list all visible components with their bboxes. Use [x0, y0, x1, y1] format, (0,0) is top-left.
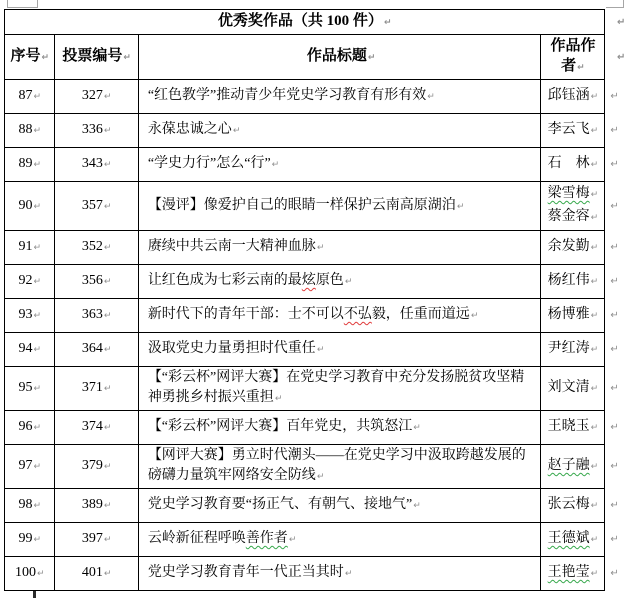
cell-end-marker: ↵: [41, 53, 49, 63]
row-end-marker: ↵: [610, 91, 619, 102]
proofing-marked-text: 王德斌: [547, 531, 590, 546]
cell-text: 汲取党史力量勇担时代重任: [147, 341, 316, 356]
table-row: [5, 299, 635, 333]
cell-end-marker: ↵: [590, 92, 599, 102]
table-row: [5, 148, 635, 182]
cell-end-marker: ↵: [103, 535, 112, 545]
ballot-number-cell[interactable]: [55, 333, 138, 367]
table-row: [5, 114, 635, 148]
serial-cell[interactable]: [5, 265, 55, 299]
cell-text: 【“彩云杯”网评大赛】百年党史，共筑怒江: [147, 419, 413, 434]
cell-text: 88: [18, 122, 33, 137]
cell-text: 99: [18, 531, 33, 546]
cell-end-marker: ↵: [33, 384, 41, 394]
table-row: [5, 182, 635, 231]
title-cell[interactable]: [138, 182, 541, 231]
ballot-number-cell[interactable]: [55, 445, 138, 489]
author-line: [543, 416, 602, 439]
cell-end-marker: ↵: [232, 126, 241, 136]
cell-text: 97: [18, 458, 33, 473]
table-title[interactable]: 优秀奖作品（共 100 件）↵: [5, 10, 605, 35]
cell-text: 王晓玉: [547, 419, 590, 434]
cell-text: 389: [81, 497, 103, 512]
cell-end-marker: ↵: [33, 311, 41, 321]
cell-text: 357: [81, 197, 103, 213]
title-cell[interactable]: [138, 411, 541, 445]
cell-end-marker: ↵: [103, 160, 112, 170]
title-cell[interactable]: [138, 231, 541, 265]
cell-text: 364: [81, 341, 103, 356]
cell-end-marker: ↵: [33, 201, 41, 212]
table-body: [5, 10, 635, 591]
serial-cell[interactable]: [5, 333, 55, 367]
cell-end-marker: ↵: [470, 311, 479, 321]
author-cell[interactable]: [541, 114, 605, 148]
table-title-row: [5, 10, 635, 35]
author-cell[interactable]: [541, 231, 605, 265]
ballot-number-cell[interactable]: [55, 489, 138, 523]
row-end-marker: ↵: [610, 534, 619, 545]
cell-text: 363: [81, 307, 103, 322]
title-cell[interactable]: [138, 445, 541, 489]
author-cell[interactable]: [541, 489, 605, 523]
cell-text: 【网评大赛】勇立时代潮头——在党史学习中汲取跨越发展的磅礴力量筑牢网络安全防线: [147, 448, 526, 483]
row-end-marker: ↵: [610, 383, 619, 394]
cell-text: 100: [14, 565, 36, 580]
cell-end-marker: ↵: [103, 243, 112, 253]
cell-text: 石 林: [547, 156, 590, 171]
cell-end-marker: ↵: [590, 311, 599, 321]
title-cell[interactable]: [138, 333, 541, 367]
col-header-author[interactable]: 作品作者↵: [541, 35, 605, 80]
title-cell[interactable]: [138, 299, 541, 333]
row-end-marker: ↵: [610, 500, 619, 511]
row-end-marker: ↵: [610, 125, 619, 136]
cell-end-marker: ↵: [590, 277, 599, 287]
cell-end-marker: ↵: [590, 569, 599, 579]
cell-end-marker: ↵: [590, 126, 599, 136]
ballot-number-cell[interactable]: [55, 367, 138, 411]
cell-end-marker: ↵: [590, 535, 599, 545]
proofing-marked-text: 王艳莹: [547, 565, 590, 580]
serial-cell[interactable]: [5, 231, 55, 265]
cell-end-marker: ↵: [33, 277, 41, 287]
ballot-number-cell[interactable]: [55, 182, 138, 231]
table-row: [5, 80, 635, 114]
serial-cell[interactable]: [5, 489, 55, 523]
cell-text: 余发勤: [547, 239, 590, 254]
title-cell[interactable]: [138, 114, 541, 148]
table-row: [5, 265, 635, 299]
ballot-number-cell[interactable]: [55, 80, 138, 114]
cell-end-marker: ↵: [316, 345, 325, 355]
cell-text: 96: [18, 419, 33, 434]
cell-text: 【漫评】像爱护自己的眼睛一样保护云南高原湖泊: [147, 197, 456, 213]
serial-cell[interactable]: [5, 182, 55, 231]
title-cell[interactable]: [138, 523, 541, 557]
author-line: [543, 236, 602, 259]
cell-text: 【“彩云杯”网评大赛】在党史学习教育中充分发扬脱贫攻坚精神勇挑乡村振兴重担: [147, 370, 525, 405]
cell-end-marker: ↵: [590, 462, 599, 472]
row-end-marker: ↵: [610, 461, 619, 472]
cell-text: 95: [18, 380, 33, 395]
cell-text: 新时代下的青年干部：士不可以: [147, 307, 344, 322]
cell-end-marker: ↵: [427, 92, 435, 102]
cell-end-marker: ↵: [590, 345, 599, 355]
cell-end-marker: ↵: [316, 472, 325, 482]
cell-text: 李云飞: [547, 122, 590, 137]
cell-end-marker: ↵: [413, 501, 421, 511]
cell-end-marker: ↵: [103, 311, 112, 321]
col-header-title[interactable]: 作品标题↵: [138, 35, 541, 80]
cell-text: “学史力行”怎么“行”: [147, 156, 271, 171]
cell-end-marker: ↵: [103, 201, 112, 212]
author-cell[interactable]: [541, 557, 605, 591]
cell-text: 336: [81, 122, 103, 137]
title-cell[interactable]: [138, 80, 541, 114]
row-end-marker: ↵: [610, 310, 619, 321]
awards-table: [4, 9, 635, 591]
author-cell[interactable]: [541, 182, 605, 231]
cell-text: 397: [81, 531, 103, 546]
cell-text: 401: [81, 565, 103, 580]
cell-end-marker: ↵: [103, 126, 112, 136]
author-cell[interactable]: [541, 367, 605, 411]
cell-end-marker: ↵: [103, 462, 112, 472]
author-cell[interactable]: [541, 411, 605, 445]
previous-row-fragment-left: [7, 0, 38, 8]
ballot-number-cell[interactable]: [55, 231, 138, 265]
cell-text: 永葆忠诚之心: [147, 122, 232, 137]
cell-text: 91: [18, 239, 33, 254]
table-row: [5, 489, 635, 523]
cell-text: 云岭新征程呼唤: [147, 531, 246, 546]
ballot-number-cell[interactable]: [55, 148, 138, 182]
cell-end-marker: ↵: [103, 345, 112, 355]
serial-cell[interactable]: [5, 523, 55, 557]
cell-text: 毅，任重而道远: [371, 307, 470, 322]
cell-end-marker: ↵: [103, 501, 112, 511]
proofing-marked-text: 炫: [301, 273, 316, 288]
ballot-number-cell[interactable]: [55, 411, 138, 445]
serial-cell[interactable]: [5, 148, 55, 182]
cell-end-marker: ↵: [316, 243, 325, 253]
cell-end-marker: ↵: [590, 160, 599, 170]
title-cell[interactable]: [138, 265, 541, 299]
cell-end-marker: ↵: [33, 535, 41, 545]
col-header-serial[interactable]: 序号↵: [5, 35, 55, 80]
author-line: [543, 455, 602, 478]
cell-end-marker: ↵: [383, 18, 392, 28]
proofing-marked-text: 赵子融: [547, 458, 590, 473]
cell-end-marker: ↵: [33, 462, 41, 472]
cell-end-marker: ↵: [274, 394, 283, 404]
cell-end-marker: ↵: [33, 345, 41, 355]
cell-end-marker: ↵: [344, 569, 353, 579]
cell-end-marker: ↵: [103, 569, 112, 579]
cell-end-marker: ↵: [103, 384, 112, 394]
cell-end-marker: ↵: [590, 501, 599, 511]
next-element-fragment: [33, 591, 36, 598]
author-cell[interactable]: [541, 80, 605, 114]
row-end-marker: ↵: [610, 344, 619, 355]
table-row: [5, 367, 635, 411]
author-line: [543, 270, 602, 293]
serial-cell[interactable]: [5, 445, 55, 489]
table-header-row: [5, 35, 635, 80]
cell-text: 356: [81, 273, 103, 288]
author-line: [543, 183, 602, 206]
cell-text: 90: [18, 197, 33, 213]
table-row: [5, 333, 635, 367]
ballot-number-cell[interactable]: [55, 523, 138, 557]
serial-cell[interactable]: [5, 299, 55, 333]
cell-text: 94: [18, 341, 33, 356]
cell-text: 党史学习教育青年一代正当其时: [147, 565, 344, 580]
proofing-marked-text: 善作者: [245, 531, 288, 546]
author-cell[interactable]: [541, 299, 605, 333]
cell-end-marker: ↵: [33, 160, 41, 170]
author-line: [543, 85, 602, 108]
cell-text: 87: [18, 88, 33, 103]
row-end-marker: ↵: [610, 276, 619, 287]
cell-end-marker: ↵: [590, 384, 599, 394]
title-cell[interactable]: [138, 367, 541, 411]
author-cell[interactable]: [541, 523, 605, 557]
cell-text: 89: [18, 156, 33, 171]
cell-end-marker: ↵: [456, 201, 465, 212]
cell-text: 杨博雅: [547, 307, 590, 322]
author-line: [543, 153, 602, 176]
serial-cell[interactable]: [5, 80, 55, 114]
title-cell[interactable]: [138, 148, 541, 182]
proofing-marked-text: 梁雪梅: [547, 186, 590, 201]
table-row: [5, 557, 635, 591]
cell-text: 邱钰涵: [547, 88, 590, 103]
cell-text: 374: [81, 419, 103, 434]
cell-end-marker: ↵: [590, 423, 599, 433]
cell-text: 杨红伟: [547, 273, 590, 288]
author-cell[interactable]: [541, 148, 605, 182]
cell-end-marker: ↵: [103, 423, 112, 433]
row-end-marker: ↵: [610, 422, 619, 433]
row-end-marker: ↵: [610, 568, 619, 579]
cell-end-marker: ↵: [288, 535, 297, 545]
author-cell[interactable]: [541, 333, 605, 367]
cell-end-marker: ↵: [344, 277, 353, 287]
title-cell[interactable]: [138, 489, 541, 523]
cell-end-marker: ↵: [123, 53, 131, 63]
cell-text: 371: [81, 380, 103, 395]
cell-end-marker: ↵: [103, 92, 112, 102]
cell-text: 党史学习教育要“扬正气、有朝气、接地气”: [147, 497, 413, 512]
author-line: [543, 494, 602, 517]
ballot-number-cell[interactable]: [55, 557, 138, 591]
cell-end-marker: ↵: [577, 63, 585, 73]
author-line: [543, 338, 602, 361]
cell-end-marker: ↵: [103, 277, 112, 287]
cell-text: 原色: [315, 273, 344, 288]
row-end-marker: ↵: [617, 52, 626, 63]
cell-end-marker: ↵: [33, 243, 41, 253]
cell-text: 张云梅: [547, 497, 590, 512]
serial-cell[interactable]: [5, 114, 55, 148]
author-line: [543, 304, 602, 327]
cell-text: 赓续中共云南一大精神血脉: [147, 239, 316, 254]
ballot-number-cell[interactable]: [55, 299, 138, 333]
cell-text: 379: [81, 458, 103, 473]
ballot-number-cell[interactable]: [55, 114, 138, 148]
table-row: [5, 231, 635, 265]
row-end-marker: ↵: [610, 242, 619, 253]
table-row: [5, 523, 635, 557]
cell-text: 刘文清: [547, 380, 590, 395]
table-row: [5, 445, 635, 489]
serial-cell[interactable]: [5, 557, 55, 591]
proofing-marked-text: 不弘: [343, 307, 372, 322]
author-line: [543, 562, 602, 585]
author-line: [543, 119, 602, 142]
cell-end-marker: ↵: [33, 423, 41, 433]
author-line: [543, 206, 602, 229]
cell-text: 93: [18, 307, 33, 322]
cell-text: 343: [81, 156, 103, 171]
cell-end-marker: ↵: [36, 569, 45, 579]
cell-text: 尹红涛: [547, 341, 590, 356]
document-page: [4, 9, 635, 591]
cell-text: 327: [81, 88, 103, 103]
title-cell[interactable]: [138, 557, 541, 591]
cell-end-marker: ↵: [33, 92, 41, 102]
cell-text: 98: [18, 497, 33, 512]
previous-row-fragment-right: [606, 0, 624, 8]
cell-text: 92: [18, 273, 33, 288]
cell-end-marker: ↵: [590, 243, 599, 253]
cell-end-marker: ↵: [590, 190, 599, 200]
cell-end-marker: ↵: [271, 160, 280, 170]
serial-cell[interactable]: [5, 367, 55, 411]
row-end-marker: ↵: [610, 200, 619, 212]
col-header-ballot[interactable]: 投票编号↵: [55, 35, 138, 80]
cell-end-marker: ↵: [413, 423, 421, 433]
ballot-number-cell[interactable]: [55, 265, 138, 299]
author-cell[interactable]: [541, 445, 605, 489]
cell-text: 让红色成为七彩云南的最: [147, 273, 302, 288]
cell-end-marker: ↵: [33, 126, 41, 136]
cell-text: 352: [81, 239, 103, 254]
author-cell[interactable]: [541, 265, 605, 299]
cell-text: 蔡金容: [547, 209, 590, 224]
row-end-marker: ↵: [610, 159, 619, 170]
cell-end-marker: ↵: [33, 501, 41, 511]
cell-end-marker: ↵: [367, 53, 376, 63]
table-row: [5, 411, 635, 445]
author-line: [543, 528, 602, 551]
cell-text: “红色教学”推动青少年党史学习教育有形有效: [147, 88, 427, 103]
row-end-marker: ↵: [617, 17, 626, 28]
cell-end-marker: ↵: [590, 213, 599, 223]
author-line: [543, 377, 602, 400]
serial-cell[interactable]: [5, 411, 55, 445]
